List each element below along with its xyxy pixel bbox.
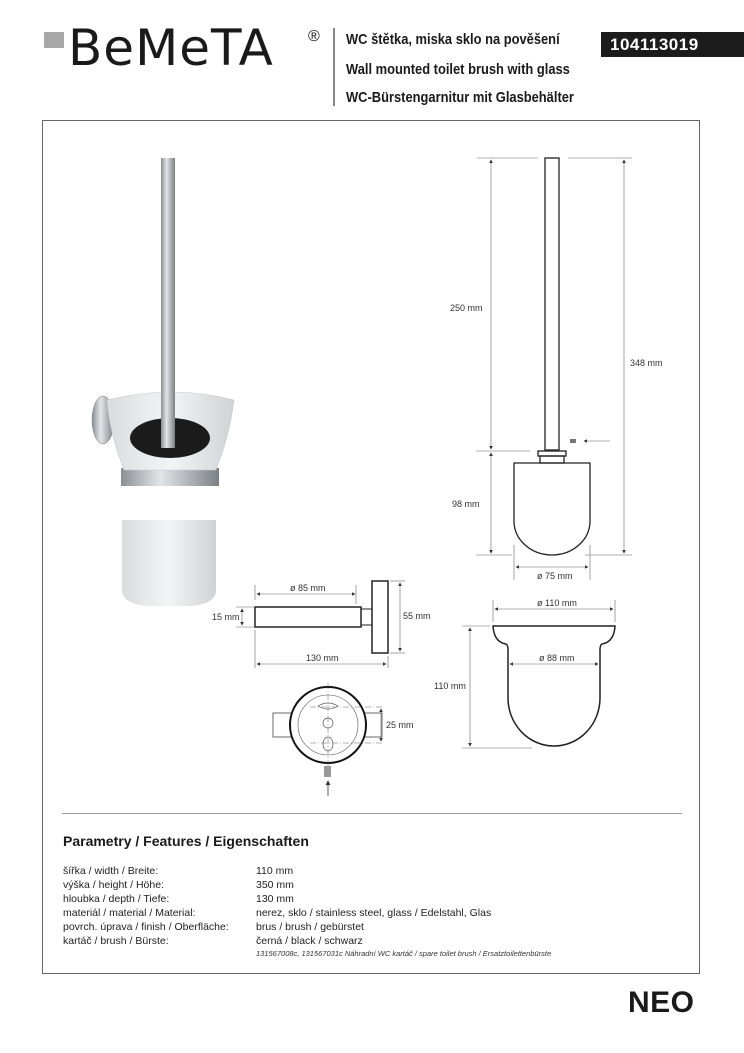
dim-body-diameter: ø 88 mm bbox=[539, 653, 575, 663]
logo-text: BeMeTA bbox=[68, 19, 274, 77]
param-value-brush: černá / black / schwarz bbox=[256, 935, 363, 947]
param-label-width: šířka / width / Breite: bbox=[63, 865, 159, 877]
spare-part-note: 131567008c, 131567031c Náhradní WC kartáč / spare toilet brush / Ersatztoilettenbürste bbox=[256, 949, 552, 958]
title-en: Wall mounted toilet brush with glass bbox=[346, 61, 570, 78]
dim-arm-thickness: 15 mm bbox=[212, 612, 240, 622]
holder-back-view bbox=[273, 683, 384, 796]
param-value-width: 110 mm bbox=[256, 865, 294, 877]
holder-arm bbox=[255, 607, 361, 627]
title-cz: WC štětka, miska sklo na pověšení bbox=[346, 31, 560, 48]
param-label-finish: povrch. úprava / finish / Oberfläche: bbox=[63, 921, 229, 933]
holder-neck bbox=[361, 609, 372, 625]
dim-total-depth: 130 mm bbox=[306, 653, 339, 663]
dim-flange-height: 55 mm bbox=[403, 611, 431, 621]
steel-ring bbox=[121, 468, 219, 486]
param-value-finish: brus / brush / gebürstet bbox=[256, 921, 364, 933]
params-title: Parametry / Features / Eigenschaften bbox=[63, 833, 309, 849]
product-code: 104113019 bbox=[601, 32, 744, 57]
glass-body bbox=[122, 520, 216, 606]
title-de: WC-Bürstengarnitur mit Glasbehälter bbox=[346, 89, 574, 106]
dim-hole-spacing: 25 mm bbox=[386, 720, 414, 730]
holder-flange bbox=[372, 581, 388, 653]
dim-head-height: 98 mm bbox=[452, 499, 480, 509]
brush-handle bbox=[161, 158, 175, 448]
handle-outline bbox=[545, 158, 559, 450]
param-label-material: materiál / material / Material: bbox=[63, 907, 196, 919]
param-label-depth: hloubka / depth / Tiefe: bbox=[63, 893, 170, 905]
brush-side-view bbox=[514, 158, 590, 555]
param-label-brush: kartáč / brush / Bürste: bbox=[63, 935, 169, 947]
brush-dimension-lines bbox=[476, 158, 632, 580]
dim-total-height: 348 mm bbox=[630, 358, 663, 368]
glass-view bbox=[493, 626, 615, 746]
ferrule-top bbox=[538, 451, 566, 456]
dim-arm-diameter: ø 85 mm bbox=[290, 583, 326, 593]
dim-handle-length: 250 mm bbox=[450, 303, 483, 313]
brush-head-outline bbox=[514, 463, 590, 555]
series-name: NEO bbox=[628, 986, 695, 1019]
dim-head-diameter: ø 75 mm bbox=[537, 571, 573, 581]
dim-rim-diameter: ø 110 mm bbox=[537, 598, 577, 608]
ferrule bbox=[540, 456, 564, 463]
param-value-depth: 130 mm bbox=[256, 893, 294, 905]
section-divider bbox=[62, 813, 682, 814]
screw-icon bbox=[324, 766, 331, 777]
param-value-height: 350 mm bbox=[256, 879, 294, 891]
param-label-height: výška / height / Höhe: bbox=[63, 879, 164, 891]
registered-mark: ® bbox=[308, 28, 320, 45]
param-value-material: nerez, sklo / stainless steel, glass / Edelstahl, Glas bbox=[256, 907, 492, 919]
dim-glass-height: 110 mm bbox=[434, 681, 466, 691]
screw-marker-icon bbox=[570, 439, 576, 443]
product-photo bbox=[92, 158, 234, 606]
